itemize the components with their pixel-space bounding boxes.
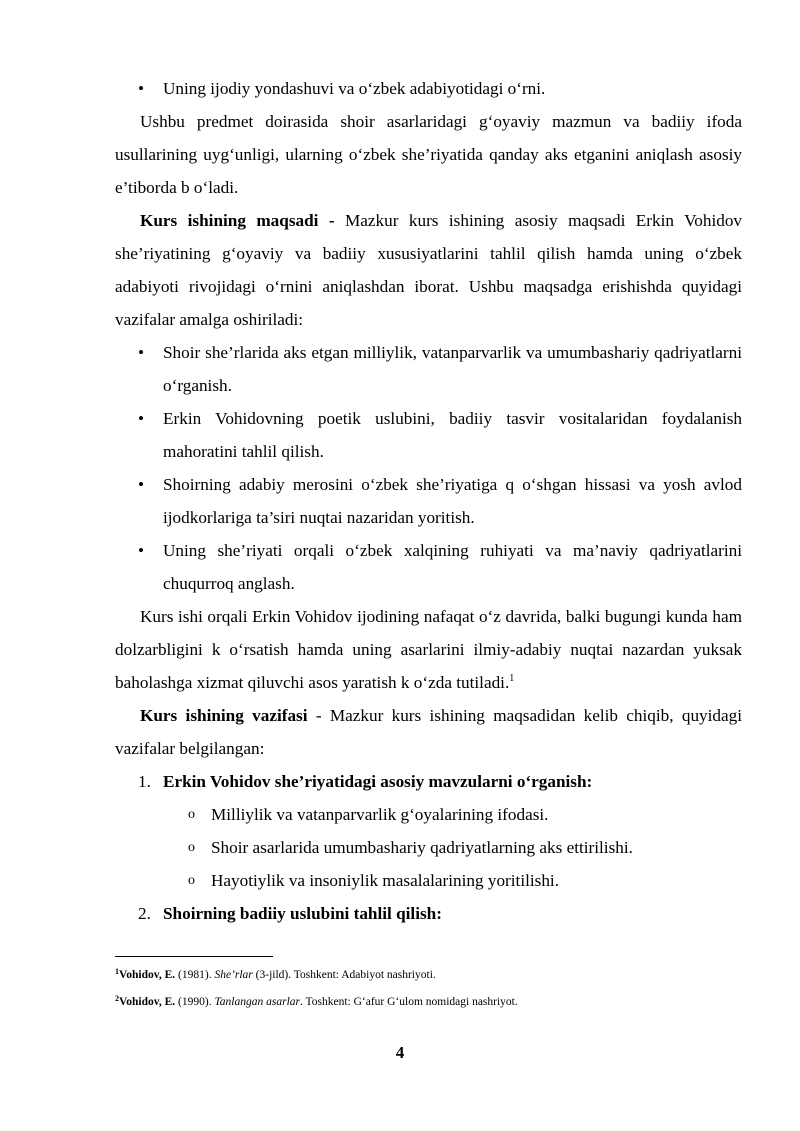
goal-text: Mazkur kurs ishining asosiy maqsadi Erkin Vohidov she’riyatining g‘oyaviy va badiiy xususiyatlarini tahlil qilish hamda uning o‘zbek adabiyoti rivojidagi o‘rnini aniqlashdan iborat. Ushbu maqsadga erishishda quyidagi vazifalar amalga oshiriladi: bbox=[115, 211, 743, 329]
goal-bullet-item bbox=[115, 402, 742, 468]
footnote-author: Vohidov, E. bbox=[119, 996, 176, 1008]
bullet-icon: • bbox=[138, 79, 145, 98]
footnote-number: 1 bbox=[115, 967, 119, 976]
circle-bullet-icon: o bbox=[188, 873, 195, 888]
goal-bullet-text: Shoirning adabiy merosini o‘zbek she’riyatiga q o‘shgan hissasi va yosh avlod ijodkorlariga ta’siri nuqtai nazaridan yoritish. bbox=[163, 475, 742, 527]
paragraph-tasks bbox=[115, 699, 742, 765]
page-body bbox=[115, 72, 742, 930]
relevance-text: Kurs ishi orqali Erkin Vohidov ijodining nafaqat o‘z davrida, balki bugungi kunda ham dolzarbligini k o‘rsatish hamda uning asarlarini ilmiy-adabiy nuqtai nazardan yuksak baholashga xizmat qiluvchi asos yaratish k o‘zda tutiladi. bbox=[115, 607, 742, 692]
goal-bullet-text: Erkin Vohidovning poetik uslubini, badiiy tasvir vositalaridan foydalanish mahoratini tahlil qilish. bbox=[163, 409, 742, 461]
sub-task-text: Shoir asarlarida umumbashariy qadriyatlarning aks ettirilishi. bbox=[211, 838, 633, 857]
intro-bullet-item bbox=[115, 72, 742, 105]
sub-task-text: Hayotiylik va insoniylik masalalarining yoritilishi. bbox=[211, 871, 560, 890]
footnote-rest: (3-jild). Toshkent: Adabiyot nashriyoti. bbox=[252, 969, 436, 981]
sub-task-item bbox=[115, 831, 742, 864]
goal-bullet-text: Uning she’riyati orqali o‘zbek xalqining ruhiyati va ma’naviy qadriyatlarini chuqurroq anglash. bbox=[163, 541, 742, 593]
goal-bullet-item bbox=[115, 468, 742, 534]
goal-bullet-text: Shoir she’rlarida aks etgan milliylik, vatanparvarlik va umumbashariy qadriyatlarni o‘rganish. bbox=[163, 343, 742, 395]
sub-task-text: Milliylik va vatanparvarlik g‘oyalarining ifodasi. bbox=[211, 805, 549, 824]
task-item bbox=[115, 765, 742, 798]
footnote-year: (1981). bbox=[175, 969, 215, 981]
task-title: Erkin Vohidov she’riyatidagi asosiy mavzularni o‘rganish: bbox=[163, 772, 593, 791]
tasks-heading: Kurs ishining vazifasi bbox=[140, 706, 308, 725]
bullet-icon: • bbox=[138, 541, 145, 560]
goal-bullet-item bbox=[115, 336, 742, 402]
footnote-ref[interactable]: 1 bbox=[509, 673, 515, 684]
bullet-icon: • bbox=[138, 409, 145, 428]
paragraph-subject: Ushbu predmet doirasida shoir asarlaridagi g‘oyaviy mazmun va badiiy ifoda usullarining uyg‘unligi, ularning o‘zbek she’riyatida qanday aks etganini aniqlash asosiy e’tiborda b o‘ladi. bbox=[115, 112, 742, 197]
goal-bullet-item bbox=[115, 534, 742, 600]
footnote-author: Vohidov, E. bbox=[119, 969, 176, 981]
task-item bbox=[115, 897, 742, 930]
page-number: 4 bbox=[395, 1043, 405, 1062]
footnote-number: 2 bbox=[115, 994, 119, 1003]
task-title: Shoirning badiiy uslubini tahlil qilish: bbox=[163, 904, 442, 923]
bullet-icon: • bbox=[138, 475, 145, 494]
footnote-year: (1990). bbox=[175, 996, 215, 1008]
bullet-icon: • bbox=[138, 343, 145, 362]
sub-task-item bbox=[115, 864, 742, 897]
footnote bbox=[115, 992, 518, 1009]
footnote-title: Tanlangan asarlar bbox=[214, 996, 300, 1008]
sub-task-item bbox=[115, 798, 742, 831]
circle-bullet-icon: o bbox=[188, 807, 195, 822]
intro-bullet-text: Uning ijodiy yondashuvi va o‘zbek adabiyotidagi o‘rni. bbox=[163, 79, 546, 98]
footnote-title: She’rlar bbox=[214, 969, 253, 981]
goal-heading: Kurs ishining maqsadi - bbox=[140, 211, 335, 230]
paragraph-relevance bbox=[115, 600, 742, 699]
footnote-rest: . Toshkent: G‘afur G‘ulom nomidagi nashriyot. bbox=[299, 996, 518, 1008]
paragraph-goal bbox=[115, 204, 742, 336]
tasks-text: - Mazkur kurs ishining maqsadidan kelib chiqib, quyidagi vazifalar belgilangan: bbox=[115, 706, 742, 758]
footnote-separator bbox=[115, 956, 273, 957]
footnote bbox=[115, 965, 436, 982]
circle-bullet-icon: o bbox=[188, 840, 195, 855]
task-number: 2. bbox=[138, 904, 151, 923]
task-number: 1. bbox=[138, 772, 151, 791]
